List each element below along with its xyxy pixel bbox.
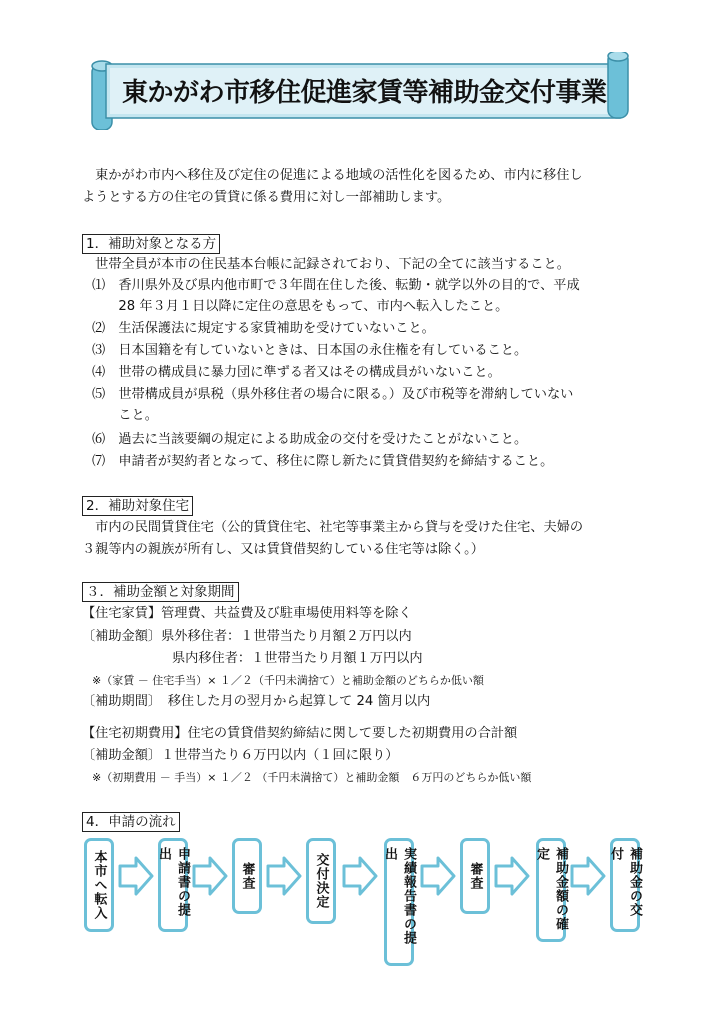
section2-line: ３親等内の親族が所有し、又は賃貸借契約している住宅等は除く。）: [82, 542, 484, 557]
initial-amount: 〔補助金額〕１世帯当たり６万円以内（１回に限り）: [82, 748, 399, 763]
arrow-right-icon: [570, 856, 606, 896]
arrow-right-icon: [192, 856, 228, 896]
arrow-right-icon: [420, 856, 456, 896]
section1-item: 28 年３月１日以降に定住の意思をもって、市内へ転入したこと。: [92, 299, 509, 314]
section2-line: 市内の民間賃貸住宅（公的賃貸住宅、社宅等事業主から貸与を受けた住宅、夫婦の: [82, 520, 584, 535]
arrow-right-icon: [266, 856, 302, 896]
section1-item: こと。: [92, 408, 158, 423]
section1-heading: 1．補助対象となる方: [82, 234, 220, 254]
section1-lead: 世帯全員が本市の住民基本台帳に記録されており、下記の全てに該当すること。: [82, 257, 570, 272]
section1-item: ⑺ 申請者が契約者となって、移住に際し新たに賃貸借契約を締結すること。: [92, 454, 554, 469]
arrow-right-icon: [342, 856, 378, 896]
intro-line-1: 東かがわ市内へ移住及び定住の促進による地域の活性化を図るため、市内に移住し: [82, 168, 583, 183]
title-banner: [88, 52, 636, 130]
rent-title: 【住宅家賃】管理費、共益費及び駐車場使用料等を除く: [82, 606, 412, 621]
application-flow: [80, 836, 650, 976]
flow-step: 申請書の提出: [158, 838, 188, 932]
rent-amount-outside: 〔補助金額〕県外移住者：１世帯当たり月額２万円以内: [82, 629, 412, 644]
rent-note: ※（家賃 － 住宅手当）× １／２（千円未満捨て）と補助金額のどちらか低い額: [92, 674, 484, 687]
arrow-right-icon: [494, 856, 530, 896]
flow-step: 補助金額の確定: [536, 838, 566, 942]
section1-item: ⑸ 世帯構成員が県税（県外移住者の場合に限る。）及び市税等を滞納していない: [92, 387, 574, 402]
section1-item: ⑷ 世帯の構成員に暴力団に準ずる者又はその構成員がいないこと。: [92, 365, 501, 380]
flow-step: 交付決定: [306, 838, 336, 924]
arrow-right-icon: [118, 856, 154, 896]
section1-item: ⑵ 生活保護法に規定する家賃補助を受けていないこと。: [92, 321, 435, 336]
flow-step: 補助金の交付: [610, 838, 640, 932]
initial-title: 【住宅初期費用】住宅の賃貸借契約締結に関して要した初期費用の合計額: [82, 726, 518, 741]
flow-step: 本市へ転入: [84, 838, 114, 932]
section1-item: ⑶ 日本国籍を有していないときは、日本国の永住権を有していること。: [92, 343, 528, 358]
initial-note: ※（初期費用 － 手当）× １／２ （千円未満捨て）と補助金額 ６万円のどちらか低い額: [92, 771, 532, 784]
intro-line-2: ようとする方の住宅の賃貸に係る費用に対し一部補助します。: [82, 190, 451, 205]
rent-amount-inside: 県内移住者：１世帯当たり月額１万円以内: [172, 651, 423, 666]
page-title: 東かがわ市移住促進家賃等補助金交付事業: [122, 78, 607, 108]
flow-step: 審査: [460, 838, 490, 914]
section1-item: ⑹ 過去に当該要綱の規定による助成金の交付を受けたことがないこと。: [92, 432, 528, 447]
rent-period: 〔補助期間〕 移住した月の翌月から起算して 24 箇月以内: [82, 694, 431, 709]
section4-heading: 4．申請の流れ: [82, 812, 180, 832]
section1-item: ⑴ 香川県外及び県内他市町で３年間在住した後、転勤・就学以外の目的で、平成: [92, 278, 580, 293]
section3-heading: ３．補助金額と対象期間: [82, 582, 239, 602]
section2-heading: 2．補助対象住宅: [82, 496, 193, 516]
flow-step: 審査: [232, 838, 262, 914]
flow-step: 実績報告書の提出: [384, 838, 414, 966]
